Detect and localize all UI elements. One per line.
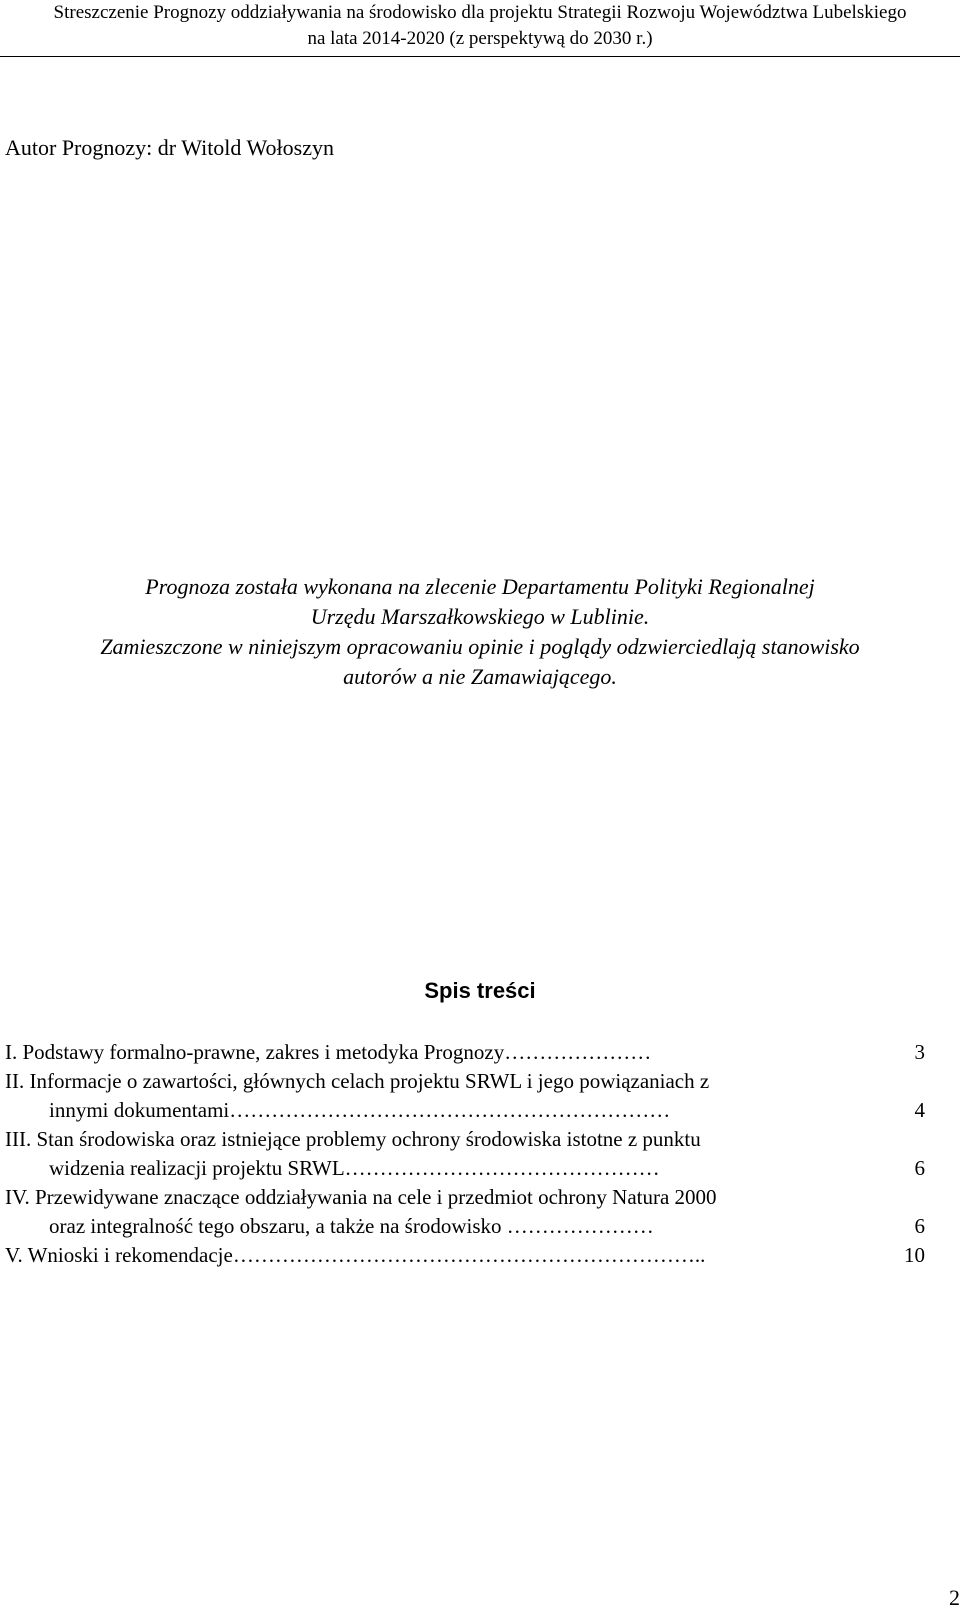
toc-entry-text: I. Podstawy formalno-prawne, zakres i metodyka Prognozy………………… [5, 1040, 652, 1064]
author-line: Autor Prognozy: dr Witold Wołoszyn [5, 135, 334, 160]
toc-entry-page: 10 [904, 1243, 925, 1267]
toc-entry[interactable] [5, 1067, 925, 1096]
toc-title: Spis treści [424, 978, 536, 1003]
toc-entry-continuation[interactable] [5, 1212, 925, 1241]
page-number: 2 [949, 1585, 960, 1610]
header-line-2: na lata 2014-2020 (z perspektywą do 2030 r.) [307, 28, 653, 49]
header-line-1: Streszczenie Prognozy oddziaływania na środowisko dla projektu Strategii Rozwoju Województwa Lubelskiego [53, 2, 907, 23]
toc-entry-text: II. Informacje o zawartości, głównych celach projektu SRWL i jego powiązaniach z [5, 1069, 710, 1093]
toc-entry-page: 6 [914, 1156, 925, 1180]
toc-entry-page: 4 [914, 1098, 925, 1122]
toc-entry-continuation[interactable] [5, 1096, 925, 1125]
toc-entry-text: oraz integralność tego obszaru, a także na środowisko ………………… [49, 1214, 654, 1238]
toc-entry-text: III. Stan środowiska oraz istniejące problemy ochrony środowiska istotne z punktu [5, 1127, 701, 1151]
toc-entry[interactable] [5, 1125, 925, 1154]
disclaimer-line-4: autorów a nie Zamawiającego. [343, 664, 617, 689]
toc-entry-text: innymi dokumentami……………………………………………………… [49, 1098, 671, 1122]
toc-entry-text: V. Wnioski i rekomendacje………………………………………………………….. [5, 1243, 706, 1267]
toc-entry[interactable] [5, 1183, 925, 1212]
toc-entry-page: 3 [914, 1040, 925, 1064]
disclaimer [0, 572, 960, 692]
toc-entry-text: IV. Przewidywane znaczące oddziaływania na cele i przedmiot ochrony Natura 2000 [5, 1185, 717, 1209]
disclaimer-line-1: Prognoza została wykonana na zlecenie Departamentu Polityki Regionalnej [145, 574, 815, 599]
toc-entry-page: 6 [914, 1214, 925, 1238]
table-of-contents [5, 1038, 925, 1270]
running-header [0, 0, 960, 57]
toc-entry[interactable] [5, 1241, 925, 1270]
toc-entry-continuation[interactable] [5, 1154, 925, 1183]
disclaimer-line-2: Urzędu Marszałkowskiego w Lublinie. [310, 604, 650, 629]
disclaimer-line-3: Zamieszczone w niniejszym opracowaniu opinie i poglądy odzwierciedlają stanowisko [100, 634, 860, 659]
toc-entry[interactable] [5, 1038, 925, 1067]
toc-entry-text: widzenia realizacji projektu SRWL……………………………………… [49, 1156, 660, 1180]
